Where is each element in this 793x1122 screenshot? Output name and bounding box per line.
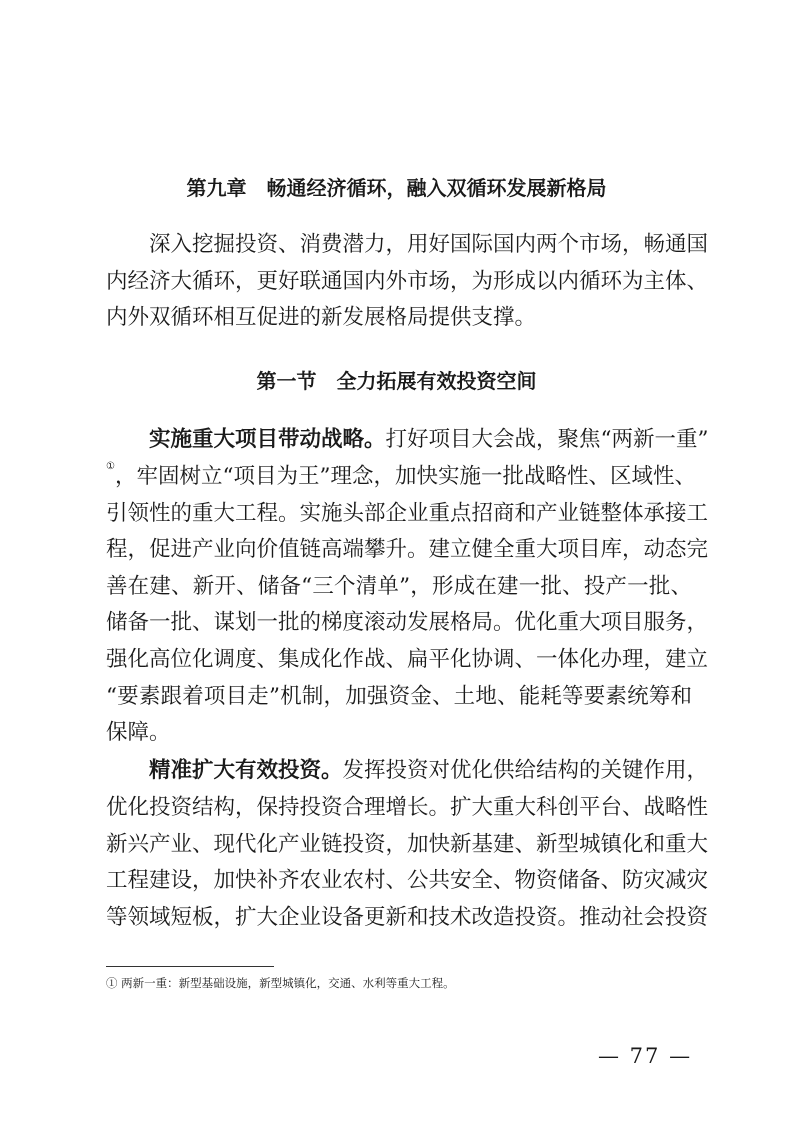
intro-line: 内经济大循环，更好联通国内外市场，为形成以内循环为主体、 xyxy=(106,269,709,294)
intro-line: 深入挖掘投资、消费潜力，用好国际国内两个市场，畅通国 xyxy=(149,232,709,257)
para2-line: 新兴产业、现代化产业链投资，加快新基建、新型城镇化和重大 xyxy=(106,832,709,857)
section-title: 第一节 全力拓展有效投资空间 xyxy=(256,369,537,393)
page-number: — 77 — xyxy=(598,1044,693,1068)
para1-text: 打好项目大会战，聚焦“两新一重” xyxy=(385,427,709,452)
footnote-divider xyxy=(106,966,274,967)
para1-line: 引领性的重大工程。实施头部企业重点招商和产业链整体承接工 xyxy=(106,501,709,526)
para1-line: 储备一批、谋划一批的梯度滚动发展格局。优化重大项目服务， xyxy=(106,610,709,635)
para1-lead: 实施重大项目带动战略。 xyxy=(149,427,386,452)
para1-text: ，牢固树立“项目为王”理念，加快实施一批战略性、区域性、 xyxy=(114,464,696,489)
chapter-title: 第九章 畅通经济循环，融入双循环发展新格局 xyxy=(186,176,607,200)
para2-line: 等领域短板，扩大企业设备更新和技术改造投资。推动社会投资 xyxy=(106,905,709,930)
para2-lead: 精准扩大有效投资。 xyxy=(149,758,343,783)
para2-text: 发挥投资对优化供给结构的关键作用， xyxy=(342,758,709,783)
para2-line1 xyxy=(106,756,709,786)
para1-line: 保障。 xyxy=(106,720,171,745)
para1-line: 善在建、新开、储备“三个清单”，形成在建一批、投产一批、 xyxy=(106,574,692,599)
para1-line: 强化高位化调度、集成化作战、扁平化协调、一体化办理，建立 xyxy=(106,647,709,672)
para2-line: 工程建设，加快补齐农业农村、公共安全、物资储备、防灾减灾 xyxy=(106,868,709,893)
para1-line1 xyxy=(106,425,709,455)
para1-line: “要素跟着项目走”机制，加强资金、土地、能耗等要素统筹和 xyxy=(106,684,692,709)
footnote: ① 两新一重：新型基础设施，新型城镇化，交通、水利等重大工程。 xyxy=(106,976,455,990)
para1-line: 程，促进产业向价值链高端攀升。建立健全重大项目库，动态完 xyxy=(106,537,709,562)
intro-line: 内外双循环相互促进的新发展格局提供支撑。 xyxy=(106,305,537,330)
footnote-ref[interactable]: ① xyxy=(106,461,115,472)
para2-line: 优化投资结构，保持投资合理增长。扩大重大科创平台、战略性 xyxy=(106,795,709,820)
para1-line xyxy=(106,461,696,492)
